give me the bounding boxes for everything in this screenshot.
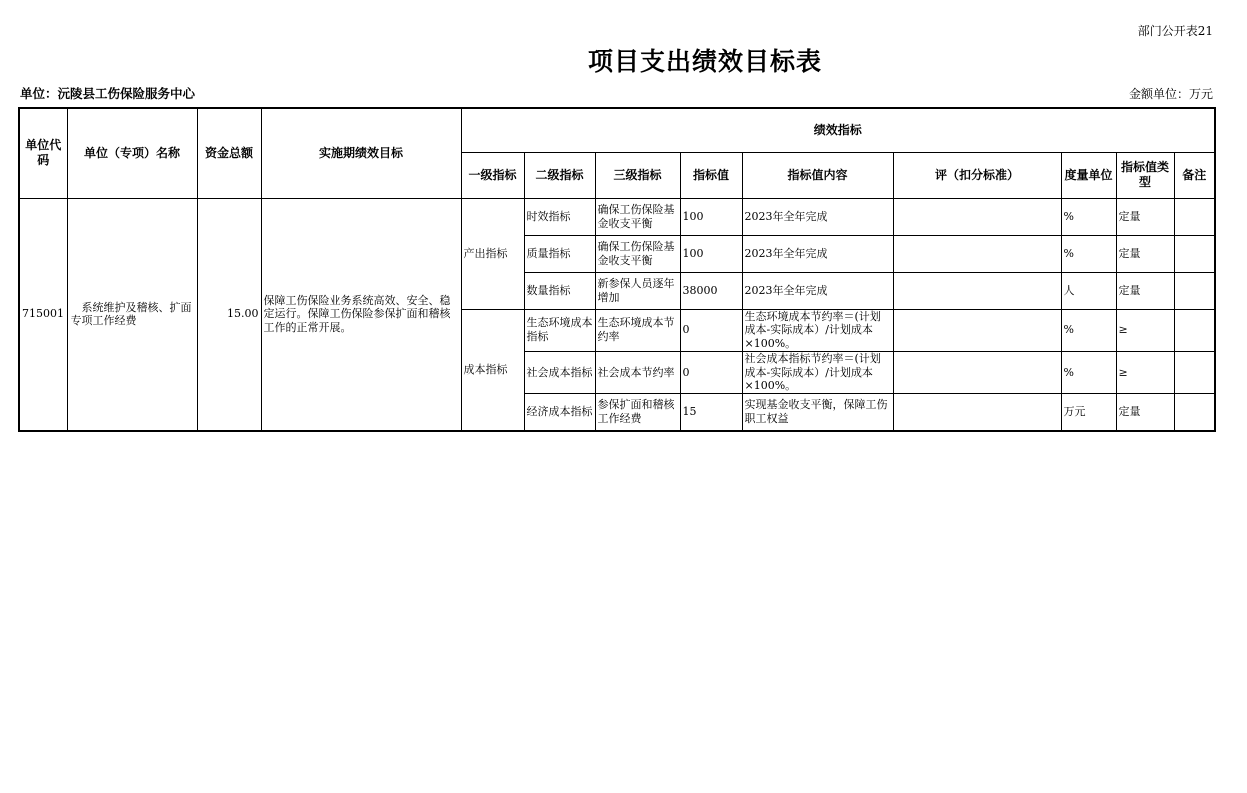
total-funds-cell: 15.00: [197, 198, 261, 431]
measure-unit-cell: 万元: [1061, 394, 1116, 432]
header-level1: 一级指标: [461, 152, 524, 198]
unit-label: 单位：沅陵县工伤保险服务中心: [20, 86, 196, 101]
value-content-cell: 生态环境成本节约率＝(计划成本-实际成本）/计划成本×100%。: [742, 309, 893, 351]
value-content-cell: 2023年全年完成: [742, 198, 893, 235]
header-value-type: 指标值类型: [1116, 152, 1174, 198]
performance-table: [18, 107, 1216, 432]
measure-unit-cell: %: [1061, 309, 1116, 351]
level1-cell: 成本指标: [461, 309, 524, 431]
level3-cell: 参保扩面和稽核工作经费: [595, 394, 680, 432]
scoring-cell: [893, 272, 1061, 309]
measure-unit-cell: 人: [1061, 272, 1116, 309]
level3-cell: 确保工伤保险基金收支平衡: [595, 235, 680, 272]
value-cell: 38000: [680, 272, 742, 309]
header-level2: 二级指标: [524, 152, 595, 198]
scoring-cell: [893, 198, 1061, 235]
value-cell: 0: [680, 351, 742, 393]
level2-cell: 社会成本指标: [524, 351, 595, 393]
level2-cell: 生态环境成本指标: [524, 309, 595, 351]
table-row: [19, 198, 1215, 235]
level2-cell: 数量指标: [524, 272, 595, 309]
remark-cell: [1174, 235, 1215, 272]
amount-unit: 金额单位：万元: [1128, 87, 1213, 101]
unit-code-cell: 715001: [19, 198, 67, 431]
remark-cell: [1174, 309, 1215, 351]
level2-cell: 时效指标: [524, 198, 595, 235]
project-name-cell: 系统维护及稽核、扩面专项工作经费: [67, 198, 197, 431]
goal-cell: 保障工伤保险业务系统高效、安全、稳定运行。保障工伤保险参保扩面和稽核工作的正常开展。: [261, 198, 461, 431]
page-title: 项目支出绩效目标表: [587, 47, 822, 76]
measure-unit-cell: %: [1061, 235, 1116, 272]
header-value-content: 指标值内容: [742, 152, 893, 198]
value-type-cell: 定量: [1116, 235, 1174, 272]
header-unit-code: 单位代码: [19, 108, 67, 198]
scoring-cell: [893, 309, 1061, 351]
header-remarks: 备注: [1174, 152, 1215, 198]
remark-cell: [1174, 394, 1215, 432]
value-content-cell: 2023年全年完成: [742, 272, 893, 309]
level1-cell: 产出指标: [461, 198, 524, 309]
level3-cell: 新参保人员逐年增加: [595, 272, 680, 309]
value-type-cell: 定量: [1116, 394, 1174, 432]
measure-unit-cell: %: [1061, 198, 1116, 235]
value-cell: 100: [680, 198, 742, 235]
scoring-cell: [893, 394, 1061, 432]
header-scoring: 评（扣分标准）: [893, 152, 1061, 198]
level2-cell: 经济成本指标: [524, 394, 595, 432]
scoring-cell: [893, 235, 1061, 272]
value-content-cell: 2023年全年完成: [742, 235, 893, 272]
value-content-cell: 社会成本指标节约率＝(计划成本-实际成本）/计划成本×100%。: [742, 351, 893, 393]
measure-unit-cell: %: [1061, 351, 1116, 393]
form-code: 部门公开表21: [1137, 24, 1213, 38]
value-cell: 15: [680, 394, 742, 432]
scoring-cell: [893, 351, 1061, 393]
remark-cell: [1174, 351, 1215, 393]
remark-cell: [1174, 198, 1215, 235]
level3-cell: 社会成本节约率: [595, 351, 680, 393]
header-level3: 三级指标: [595, 152, 680, 198]
level3-cell: 确保工伤保险基金收支平衡: [595, 198, 680, 235]
value-type-cell: ≥: [1116, 309, 1174, 351]
header-value: 指标值: [680, 152, 742, 198]
header-goal: 实施期绩效目标: [261, 108, 461, 198]
header-indicators: 绩效指标: [461, 108, 1215, 152]
level2-cell: 质量指标: [524, 235, 595, 272]
value-content-cell: 实现基金收支平衡，保障工伤职工权益: [742, 394, 893, 432]
header-project-name: 单位（专项）名称: [67, 108, 197, 198]
remark-cell: [1174, 272, 1215, 309]
header-measure-unit: 度量单位: [1061, 152, 1116, 198]
value-type-cell: ≥: [1116, 351, 1174, 393]
level3-cell: 生态环境成本节约率: [595, 309, 680, 351]
value-cell: 100: [680, 235, 742, 272]
header-total-funds: 资金总额: [197, 108, 261, 198]
value-cell: 0: [680, 309, 742, 351]
value-type-cell: 定量: [1116, 272, 1174, 309]
value-type-cell: 定量: [1116, 198, 1174, 235]
